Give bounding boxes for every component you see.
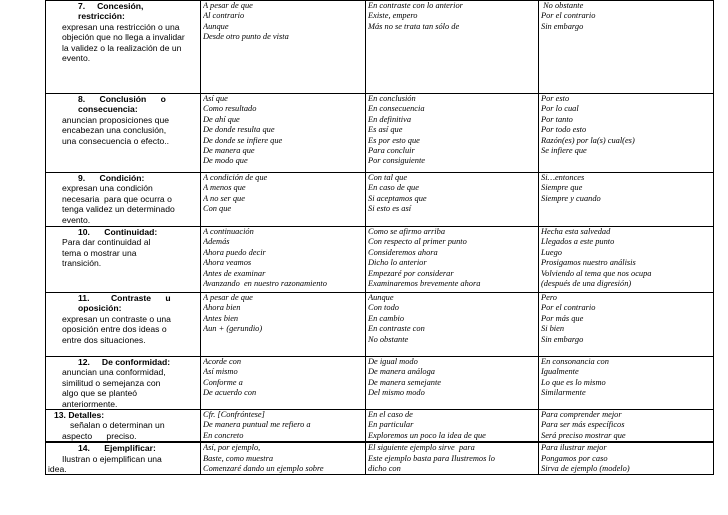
category-description: señalan o determinan un: [70, 420, 165, 431]
connector-phrase: Este ejemplo basta para Ilustremos lo: [368, 453, 495, 463]
connector-phrase: En definitiva: [368, 114, 412, 124]
connector-phrase: Prosigamos nuestro análisis: [541, 258, 636, 268]
connector-phrase: En contraste con: [368, 324, 425, 334]
connector-phrase: Así, por ejemplo,: [203, 443, 261, 453]
connector-cell: [201, 227, 366, 293]
connector-phrase: Siempre que: [541, 183, 583, 193]
connector-phrase: Para ser más específicos: [541, 420, 625, 430]
connector-phrase: Por tanto: [541, 114, 573, 124]
connector-cell: [539, 1, 714, 94]
connector-phrase: De donde resulta que: [203, 125, 275, 135]
category-description: tema o mostrar una: [62, 247, 137, 258]
connector-phrase: Pero: [541, 293, 557, 302]
connector-phrase: Empezaré por considerar: [368, 268, 454, 278]
connector-phrase: Si esto es así: [368, 204, 412, 214]
connector-phrase: Así que: [203, 94, 228, 103]
category-cell: [46, 293, 201, 357]
category-cell: [46, 173, 201, 227]
connector-phrase: En contraste con lo anterior: [368, 1, 463, 10]
category-description: evento.: [62, 53, 91, 64]
category-cell: [46, 1, 201, 94]
connector-cell: [366, 1, 539, 94]
connector-phrase: Es así que: [368, 125, 403, 135]
connector-phrase: Por consiguiente: [368, 156, 425, 166]
category-description: Para dar continuidad al: [62, 237, 151, 248]
connector-phrase: Por todo esto: [541, 125, 587, 135]
connector-phrase: Aunque: [203, 21, 229, 31]
connector-phrase: Sin embargo: [541, 21, 584, 31]
connectors-table: [45, 0, 713, 475]
connector-phrase: Por el contrario: [541, 303, 596, 313]
connector-phrase: Siempre y cuando: [541, 193, 601, 203]
connector-phrase: El siguiente ejemplo sirve para: [368, 443, 475, 453]
connector-phrase: Más no se trata tan sólo de: [368, 21, 460, 31]
connector-phrase: No obstante: [368, 334, 409, 344]
connector-phrase: Examinaremos brevemente ahora: [368, 279, 481, 289]
category-description: encabezan una conclusión,: [62, 125, 167, 136]
category-title: 12. De conformidad:: [78, 357, 171, 367]
connector-phrase: Razón(es) por la(s) cual(es): [541, 135, 635, 145]
connector-cell: [539, 293, 714, 357]
connector-phrase: Con todo: [368, 303, 399, 313]
category-cell: [46, 357, 201, 410]
connector-cell: [539, 94, 714, 173]
connector-phrase: A condición de que: [203, 173, 268, 182]
connector-phrase: Con que: [203, 204, 232, 214]
category-description: la validez o la realización de un: [62, 42, 182, 53]
connector-cell: [539, 357, 714, 410]
connector-phrase: De modo que: [203, 156, 248, 166]
connector-phrase: Como resultado: [203, 104, 257, 114]
connector-phrase: De ahí que: [203, 114, 240, 124]
category-description: una consecuencia o efecto..: [62, 135, 170, 146]
connector-phrase: De igual modo: [368, 357, 418, 366]
connector-phrase: Con tal que: [368, 173, 408, 182]
connector-cell: [366, 357, 539, 410]
category-description: expresan una restricción o una: [62, 21, 180, 32]
connector-phrase: Si aceptamos que: [368, 193, 427, 203]
category-title: oposición:: [78, 303, 122, 314]
connector-phrase: Sin embargo: [541, 334, 584, 344]
table-row: [46, 410, 714, 443]
connector-phrase: Así mismo: [203, 367, 238, 377]
category-cell: [46, 227, 201, 293]
connector-cell: [201, 442, 366, 475]
connector-cell: [201, 94, 366, 173]
connector-phrase: Para ilustrar mejor: [541, 443, 607, 453]
connector-phrase: Si…entonces: [541, 173, 585, 182]
connector-phrase: De acuerdo con: [203, 388, 257, 398]
connector-cell: [366, 227, 539, 293]
connector-phrase: Como se afirmo arriba: [368, 227, 446, 236]
connector-phrase: Por esto: [541, 94, 570, 103]
category-description: oposición entre dos ideas o: [62, 324, 167, 335]
connector-phrase: Consideremos ahora: [368, 247, 438, 257]
category-description: Ilustran o ejemplifican una: [62, 453, 162, 464]
category-description: anuncian proposiciones que: [62, 114, 170, 125]
connector-phrase: De donde se infiere que: [203, 135, 283, 145]
connector-phrase: A menos que: [203, 183, 246, 193]
category-cell: [46, 442, 201, 475]
connector-cell: [201, 1, 366, 94]
connector-cell: [201, 173, 366, 227]
connector-phrase: Exploremos un poco la idea de que: [368, 430, 486, 440]
category-description: objeción que no llega a invalidar: [62, 32, 185, 43]
category-description: algo que se planteó: [62, 388, 138, 399]
connector-phrase: Antes bien: [203, 313, 239, 323]
connector-phrase: Del mismo modo: [368, 388, 425, 398]
connector-phrase: No obstante: [541, 1, 584, 10]
connector-cell: [539, 410, 714, 443]
connector-phrase: Por lo cual: [541, 104, 579, 114]
category-description: similitud o semejanza con: [62, 377, 161, 388]
connector-phrase: A continuación: [203, 227, 254, 236]
connector-phrase: Para comprender mejor: [541, 410, 622, 420]
connector-cell: [366, 173, 539, 227]
connector-phrase: Hecha esta salvedad: [541, 227, 611, 236]
category-title: 7. Concesión,: [78, 1, 144, 11]
connector-cell: [539, 173, 714, 227]
connector-phrase: Antes de examinar: [203, 268, 266, 278]
connector-phrase: En consecuencia: [368, 104, 425, 114]
connector-phrase: Será preciso mostrar que: [541, 430, 626, 440]
table-row: [46, 293, 714, 357]
category-description: expresan una condición: [62, 183, 153, 194]
category-description: evento.: [62, 214, 91, 225]
connector-phrase: Al contrario: [203, 11, 245, 21]
connector-cell: [366, 442, 539, 475]
connector-phrase: En caso de que: [368, 183, 419, 193]
connector-phrase: Avanzando en nuestro razonamiento: [203, 279, 327, 289]
category-title: 8. Conclusión o: [78, 94, 166, 104]
connector-phrase: Por más que: [541, 313, 584, 323]
category-description: expresan un contraste o una: [62, 313, 171, 324]
connector-phrase: A pesar de que: [203, 293, 253, 302]
connector-cell: [366, 293, 539, 357]
connector-phrase: A pesar de que: [203, 1, 253, 10]
connector-phrase: Se infiere que: [541, 146, 587, 156]
category-title: 9. Condición:: [78, 173, 145, 183]
table-row: [46, 357, 714, 410]
connector-phrase: Baste, como muestra: [203, 453, 274, 463]
connector-cell: [366, 410, 539, 443]
connector-phrase: De manera que: [203, 146, 255, 156]
connector-phrase: Lo que es lo mismo: [541, 377, 606, 387]
connector-phrase: A no ser que: [203, 193, 245, 203]
connector-phrase: En conclusión: [368, 94, 416, 103]
category-description: anuncian una conformidad,: [62, 367, 166, 378]
connector-cell: [366, 94, 539, 173]
category-title: restricción:: [78, 11, 125, 22]
connector-phrase: En el caso de: [368, 410, 413, 420]
connector-phrase: En concreto: [203, 430, 244, 440]
table-row: [46, 94, 714, 173]
category-description: idea.: [48, 464, 67, 475]
connector-phrase: En particular: [368, 420, 414, 430]
connector-phrase: Ahora bien: [203, 303, 241, 313]
category-title: consecuencia:: [78, 104, 138, 115]
connector-phrase: (después de una digresión): [541, 279, 632, 289]
connector-phrase: Cfr. [Confróntese]: [203, 410, 265, 420]
connector-cell: [539, 227, 714, 293]
connector-phrase: Volviendo al tema que nos ocupa: [541, 268, 652, 278]
table-row: [46, 442, 714, 475]
category-cell: [46, 94, 201, 173]
connector-phrase: Desde otro punto de vista: [203, 32, 289, 42]
category-description: tenga validez un determinado: [62, 204, 175, 215]
connector-phrase: Similarmente: [541, 388, 586, 398]
connector-phrase: De manera puntual me refiero a: [203, 420, 311, 430]
connector-phrase: Para concluir: [368, 146, 415, 156]
connector-phrase: Es por esto que: [368, 135, 420, 145]
category-cell: [46, 410, 201, 443]
connector-phrase: Aun + (gerundio): [203, 324, 263, 334]
connector-phrase: Sirva de ejemplo (modelo): [541, 464, 630, 474]
connector-phrase: Llegados a este punto: [541, 237, 615, 247]
connector-cell: [539, 442, 714, 475]
connector-phrase: Conforme a: [203, 377, 243, 387]
connector-phrase: Aunque: [368, 293, 394, 302]
table-row: [46, 173, 714, 227]
connector-phrase: De manera análoga: [368, 367, 435, 377]
connector-phrase: Por el contrario: [541, 11, 596, 21]
connector-phrase: En consonancia con: [541, 357, 609, 366]
connector-phrase: Existe, empero: [368, 11, 418, 21]
connector-phrase: dicho con: [368, 464, 401, 474]
connector-phrase: En cambio: [368, 313, 405, 323]
connector-phrase: Comenzaré dando un ejemplo sobre: [203, 464, 324, 474]
category-description: transición.: [62, 258, 102, 269]
connector-phrase: Con respecto al primer punto: [368, 237, 467, 247]
table-row: [46, 227, 714, 293]
connector-phrase: Acorde con: [203, 357, 242, 366]
connector-phrase: Pongamos por caso: [541, 453, 608, 463]
category-title: 13. Detalles:: [54, 410, 105, 421]
category-title: 10. Continuidad:: [78, 227, 158, 237]
connector-phrase: Ahora puedo decir: [203, 247, 266, 257]
category-description: necesaria para que ocurra o: [62, 193, 172, 204]
category-title: 14. Ejemplificar:: [78, 443, 156, 454]
connector-phrase: Dicho lo anterior: [368, 258, 427, 268]
connector-phrase: Luego: [541, 247, 562, 257]
connector-cell: [201, 293, 366, 357]
category-title: 11. Contraste u: [78, 293, 171, 303]
connector-cell: [201, 410, 366, 443]
category-description: anteriormente.: [62, 398, 118, 409]
connector-cell: [201, 357, 366, 410]
connector-phrase: Además: [203, 237, 230, 247]
connector-phrase: Igualmente: [541, 367, 579, 377]
connector-phrase: Si bien: [541, 324, 565, 334]
category-description: entre dos situaciones.: [62, 334, 146, 345]
connector-phrase: De manera semejante: [368, 377, 442, 387]
table-row: [46, 1, 714, 94]
category-description: aspecto preciso.: [62, 430, 137, 441]
connector-phrase: Ahora veamos: [203, 258, 252, 268]
